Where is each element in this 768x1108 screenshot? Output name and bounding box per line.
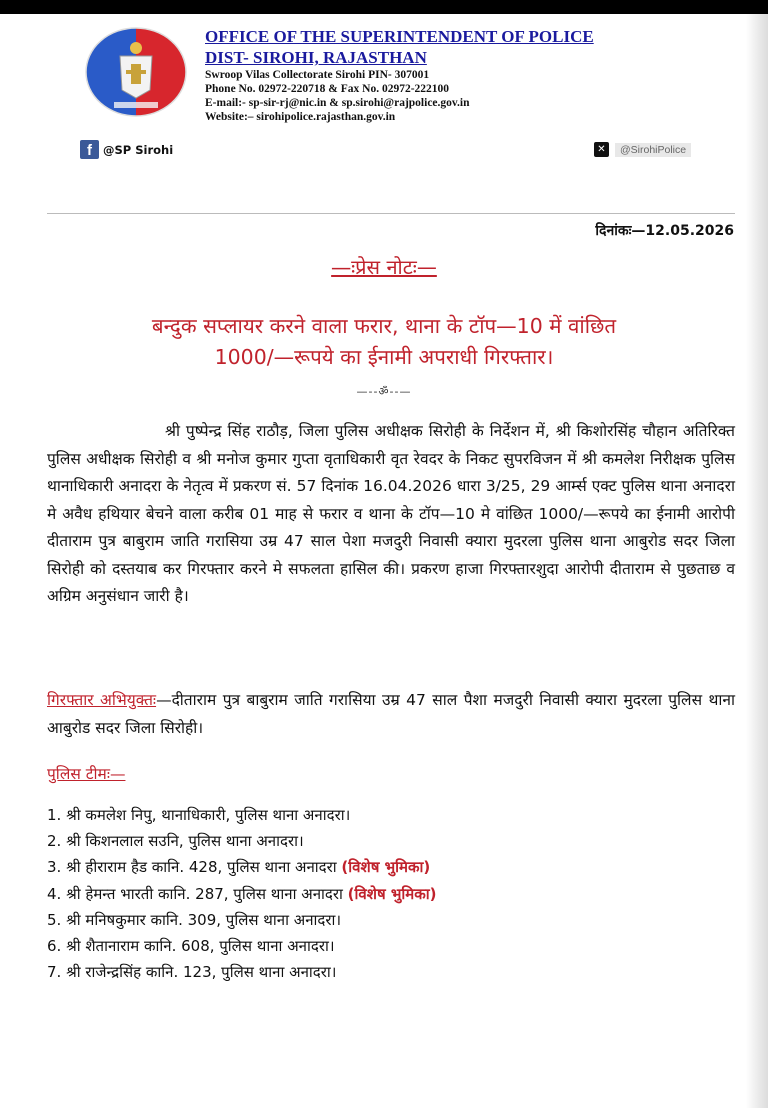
headline-line-2: 1000/—रूपये का ईनामी अपराधी गिरफ्तार। <box>214 345 554 369</box>
team-member-text: 5. श्री मनिषकुमार कानि. 309, पुलिस थाना अनादरा। <box>47 910 342 929</box>
top-bar <box>0 0 768 14</box>
team-member-text: 3. श्री हीराराम हैड कानि. 428, पुलिस थाना अनादरा <box>47 858 342 877</box>
police-team-heading: पुलिस टीमः— <box>47 765 126 783</box>
office-phone: Phone No. 02972-220718 & Fax No. 02972-222100 <box>205 83 450 95</box>
press-note-text: —ःप्रेस नोटः— <box>331 255 437 279</box>
x-handle-text: @SirohiPolice <box>615 143 691 157</box>
x-icon: ✕ <box>594 142 609 157</box>
office-title: OFFICE OF THE SUPERINTENDENT OF POLICE <box>205 27 594 46</box>
team-member-text: 7. श्री राजेन्द्रसिंह कानि. 123, पुलिस थाना अनादरा। <box>47 963 337 982</box>
team-member-text: 2. श्री किशनलाल सउनि, पुलिस थाना अनादरा। <box>47 832 304 851</box>
office-address: Swroop Vilas Collectorate Sirohi PIN- 307001 <box>205 69 430 81</box>
press-note-heading <box>0 253 768 280</box>
office-header <box>205 26 594 124</box>
team-member-text: 6. श्री शैतानाराम कानि. 608, पुलिस थाना अनादरा। <box>47 937 335 956</box>
facebook-icon: f <box>80 140 99 159</box>
page-edge-shadow <box>746 14 768 1108</box>
team-member-row <box>47 959 735 985</box>
team-member-row <box>47 933 735 959</box>
body-paragraph: श्री पुष्पेन्द्र सिंह राठौड़, जिला पुलिस अधीक्षक सिरोही के निर्देशन में, श्री किशोरसिंह चौहान अतिरिक्त पुलिस अधीक्षक सिरोही व श्री मनोज कुमार गुप्ता वृताधिकारी वृत रेवदर के निकट सुपरविजन में श्री कमलेश निरीक्षक पुलिस थानाधिकारी अनादरा के नेतृत्व में प्रकरण सं. 57 दिनांक 16.04.2026 धारा 3/25, 29 आर्म्स एक्ट पुलिस थाना अनादरा मे अवैध हथियार बेचने वाला करीब 01 माह से फरार व थाना के टॉप—10 मे वांछित 1000/—रूपये का ईनामी आरोपी दीताराम पुत्र बाबुराम जाति गरासिया उम्र 47 साल पेशा मजदुरी निवासी क्यारा मुदरला पुलिस थाना आबुरोड सदर जिला सिरोही को दस्तयाब कर गिरफ्तार करने मे सफलता हासिल की। प्रकरण हाजा गिरफ्तारशुदा आरोपी दीताराम से पुछताछ व अग्रिम अनुसंधान जारी है। <box>47 422 735 605</box>
special-role-label: (विशेष भुमिका) <box>341 858 431 877</box>
office-website: Website:– sirohipolice.rajasthan.gov.in <box>205 111 396 123</box>
document-date: दिनांकः—12.05.2026 <box>595 223 734 239</box>
accused-details: —दीताराम पुत्र बाबुराम जाति गरासिया उम्र 47 साल पैशा मजदुरी निवासी क्यारा मुदरला पुलिस थाना आबुरोड सदर जिला सिरोही। <box>47 691 735 737</box>
arrested-accused <box>47 687 735 742</box>
special-role-label: (विशेष भुमिका) <box>347 884 437 903</box>
team-member-row <box>47 802 735 828</box>
team-member-text: 4. श्री हेमन्त भारती कानि. 287, पुलिस थाना अनादरा <box>47 884 348 903</box>
headline <box>40 311 728 373</box>
headline-line-1: बन्दुक सप्लायर करने वाला फरार, थाना के टॉप—10 में वांछित <box>151 314 617 338</box>
office-email: E-mail:- sp-sir-rj@nic.in & sp.sirohi@rajpolice.gov.in <box>205 97 470 109</box>
facebook-handle-text: @SP Sirohi <box>103 142 174 157</box>
header-divider <box>47 213 735 214</box>
team-member-text: 1. श्री कमलेश निपु, थानाधिकारी, पुलिस थाना अनादरा। <box>47 806 351 824</box>
team-member-row <box>47 907 735 933</box>
team-member-row <box>47 881 735 907</box>
facebook-handle <box>80 140 173 159</box>
team-member-row <box>47 828 735 854</box>
police-team-list <box>47 802 735 985</box>
accused-label: गिरफ्तार अभियुक्तः <box>47 691 157 709</box>
team-member-row <box>47 854 735 880</box>
rajasthan-police-emblem-logo <box>84 26 188 118</box>
x-handle <box>594 142 691 157</box>
office-district: DIST- SIROHI, RAJASTHAN <box>205 48 427 67</box>
ornament-divider: —--ॐ--— <box>356 385 412 398</box>
